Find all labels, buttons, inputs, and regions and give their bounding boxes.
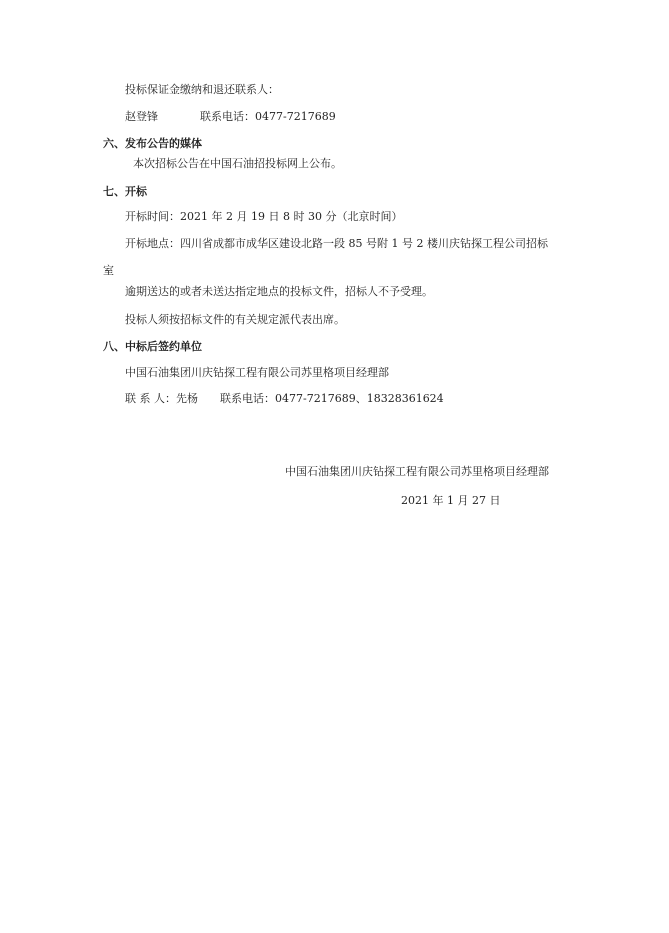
contact-phone: 联系电话：0477-7217689、18328361624 (220, 392, 444, 405)
contact-person: 联 系 人：先杨 (125, 392, 198, 405)
deposit-contact-phone: 联系电话：0477-7217689 (200, 110, 336, 123)
deposit-contact-line (125, 110, 336, 124)
section-7-heading: 七、开标 (103, 185, 147, 198)
opening-time: 开标时间：2021 年 2 月 19 日 8 时 30 分（北京时间） (125, 210, 403, 223)
deposit-contact-name: 赵登锋 (125, 110, 158, 123)
opening-place: 开标地点：四川省成都市成华区建设北路一段 85 号附 1 号 2 楼川庆钻探工程公司招标 (125, 237, 548, 250)
late-submission-notice: 逾期送达的或者未送达指定地点的投标文件，招标人不予受理。 (125, 285, 433, 298)
signature-date: 2021 年 1 月 27 日 (401, 494, 501, 507)
contact-line (125, 392, 444, 406)
signature-organization: 中国石油集团川庆钻探工程有限公司苏里格项目经理部 (285, 465, 549, 478)
section-6-heading: 六、发布公告的媒体 (103, 137, 202, 150)
section-6-text: 本次招标公告在中国石油招投标网上公布。 (133, 157, 342, 170)
deposit-contact-label: 投标保证金缴纳和退还联系人： (125, 83, 279, 96)
opening-place-continued: 室 (103, 264, 114, 277)
attendance-notice: 投标人须按招标文件的有关规定派代表出席。 (125, 313, 345, 326)
section-8-heading: 八、中标后签约单位 (103, 340, 202, 353)
signing-unit: 中国石油集团川庆钻探工程有限公司苏里格项目经理部 (125, 366, 389, 379)
